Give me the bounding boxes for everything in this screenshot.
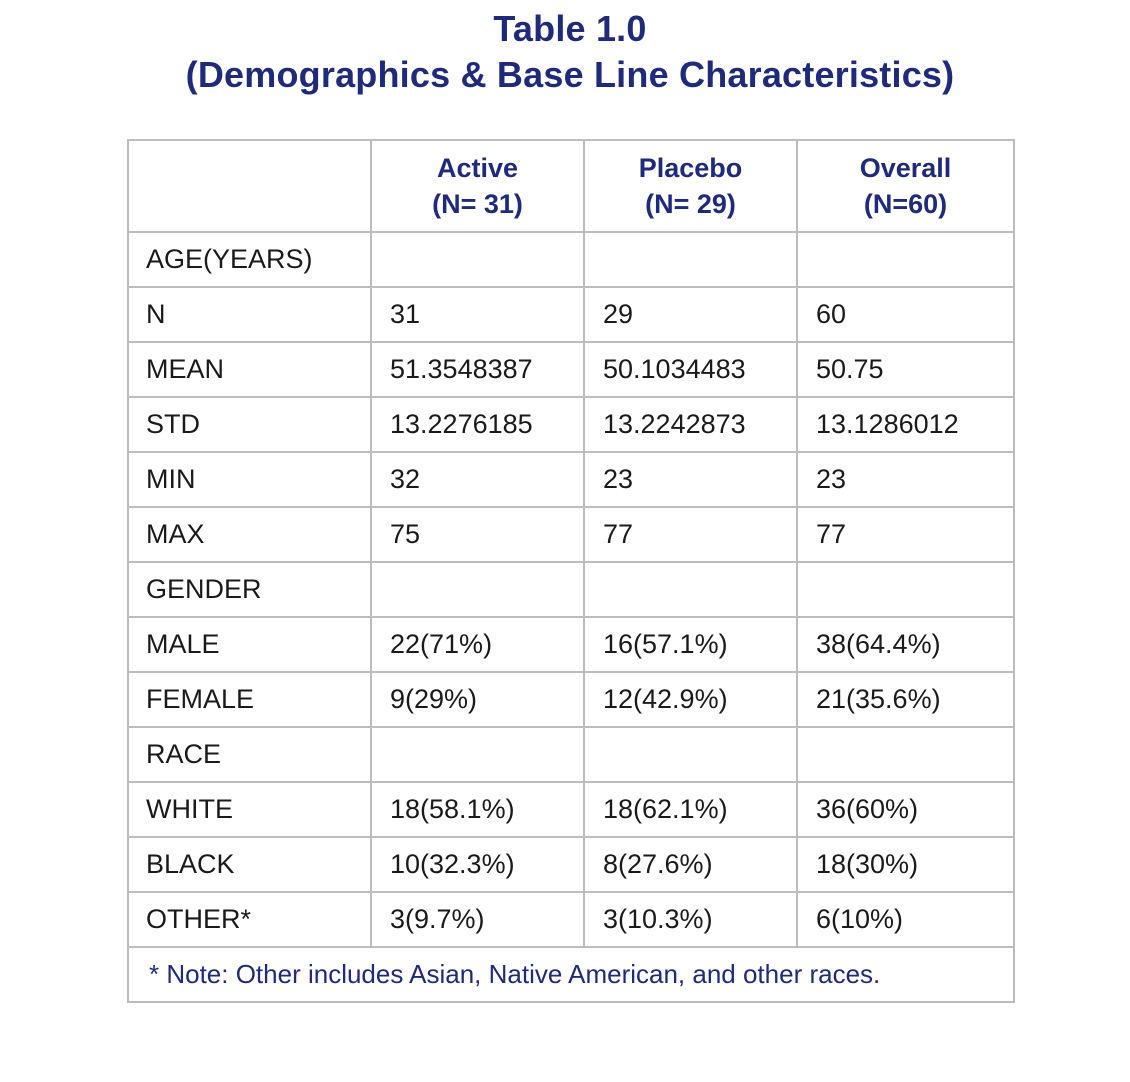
table-row bbox=[128, 452, 1014, 507]
overall-cell bbox=[797, 727, 1014, 782]
demographics-table bbox=[127, 139, 1015, 1003]
active-cell bbox=[371, 232, 584, 287]
table-row bbox=[128, 782, 1014, 837]
active-cell: 32 bbox=[371, 452, 584, 507]
active-cell: 75 bbox=[371, 507, 584, 562]
table-title-number: Table 1.0 bbox=[493, 8, 647, 49]
row-label: WHITE bbox=[128, 782, 371, 837]
table-body bbox=[128, 232, 1014, 1002]
row-label: MALE bbox=[128, 617, 371, 672]
row-label: BLACK bbox=[128, 837, 371, 892]
row-label: RACE bbox=[128, 727, 371, 782]
row-label: STD bbox=[128, 397, 371, 452]
overall-cell: 21(35.6%) bbox=[797, 672, 1014, 727]
table-title bbox=[0, 6, 1130, 98]
overall-cell bbox=[797, 232, 1014, 287]
active-cell: 9(29%) bbox=[371, 672, 584, 727]
table-header-row bbox=[128, 140, 1014, 232]
table-row bbox=[128, 507, 1014, 562]
active-cell bbox=[371, 727, 584, 782]
placebo-cell: 8(27.6%) bbox=[584, 837, 797, 892]
overall-cell: 6(10%) bbox=[797, 892, 1014, 947]
overall-cell bbox=[797, 562, 1014, 617]
row-label: MEAN bbox=[128, 342, 371, 397]
placebo-cell: 13.2242873 bbox=[584, 397, 797, 452]
row-label: MIN bbox=[128, 452, 371, 507]
row-label: FEMALE bbox=[128, 672, 371, 727]
header-active bbox=[371, 140, 584, 232]
placebo-cell bbox=[584, 232, 797, 287]
placebo-cell: 16(57.1%) bbox=[584, 617, 797, 672]
overall-cell: 50.75 bbox=[797, 342, 1014, 397]
header-empty-cell bbox=[128, 140, 371, 232]
overall-cell: 77 bbox=[797, 507, 1014, 562]
header-active-count: (N= 31) bbox=[432, 189, 523, 219]
row-label: AGE(YEARS) bbox=[128, 232, 371, 287]
table-row bbox=[128, 617, 1014, 672]
overall-cell: 18(30%) bbox=[797, 837, 1014, 892]
overall-cell: 38(64.4%) bbox=[797, 617, 1014, 672]
header-overall-label: Overall bbox=[859, 153, 952, 183]
placebo-cell: 77 bbox=[584, 507, 797, 562]
table-row bbox=[128, 397, 1014, 452]
header-placebo-label: Placebo bbox=[638, 153, 743, 183]
row-label: GENDER bbox=[128, 562, 371, 617]
placebo-cell: 50.1034483 bbox=[584, 342, 797, 397]
active-cell: 22(71%) bbox=[371, 617, 584, 672]
active-cell: 18(58.1%) bbox=[371, 782, 584, 837]
placebo-cell: 3(10.3%) bbox=[584, 892, 797, 947]
active-cell bbox=[371, 562, 584, 617]
active-cell: 10(32.3%) bbox=[371, 837, 584, 892]
row-label: N bbox=[128, 287, 371, 342]
header-placebo bbox=[584, 140, 797, 232]
header-overall bbox=[797, 140, 1014, 232]
table-row bbox=[128, 672, 1014, 727]
active-cell: 13.2276185 bbox=[371, 397, 584, 452]
demographics-table-container bbox=[127, 139, 1015, 1003]
placebo-cell bbox=[584, 562, 797, 617]
header-overall-count: (N=60) bbox=[863, 189, 948, 219]
table-row bbox=[128, 342, 1014, 397]
table-row bbox=[128, 287, 1014, 342]
table-row bbox=[128, 837, 1014, 892]
table-title-subtitle: (Demographics & Base Line Characteristics) bbox=[185, 54, 955, 95]
row-label: MAX bbox=[128, 507, 371, 562]
placebo-cell bbox=[584, 727, 797, 782]
placebo-cell: 23 bbox=[584, 452, 797, 507]
header-placebo-count: (N= 29) bbox=[645, 189, 736, 219]
placebo-cell: 29 bbox=[584, 287, 797, 342]
table-row bbox=[128, 232, 1014, 287]
table-row bbox=[128, 727, 1014, 782]
overall-cell: 13.1286012 bbox=[797, 397, 1014, 452]
active-cell: 31 bbox=[371, 287, 584, 342]
active-cell: 51.3548387 bbox=[371, 342, 584, 397]
table-row bbox=[128, 892, 1014, 947]
table-footnote-row bbox=[128, 947, 1014, 1002]
overall-cell: 23 bbox=[797, 452, 1014, 507]
row-label: OTHER* bbox=[128, 892, 371, 947]
placebo-cell: 12(42.9%) bbox=[584, 672, 797, 727]
overall-cell: 60 bbox=[797, 287, 1014, 342]
table-footnote: * Note: Other includes Asian, Native American, and other races. bbox=[128, 947, 1014, 1002]
header-active-label: Active bbox=[436, 153, 519, 183]
table-row bbox=[128, 562, 1014, 617]
active-cell: 3(9.7%) bbox=[371, 892, 584, 947]
overall-cell: 36(60%) bbox=[797, 782, 1014, 837]
placebo-cell: 18(62.1%) bbox=[584, 782, 797, 837]
